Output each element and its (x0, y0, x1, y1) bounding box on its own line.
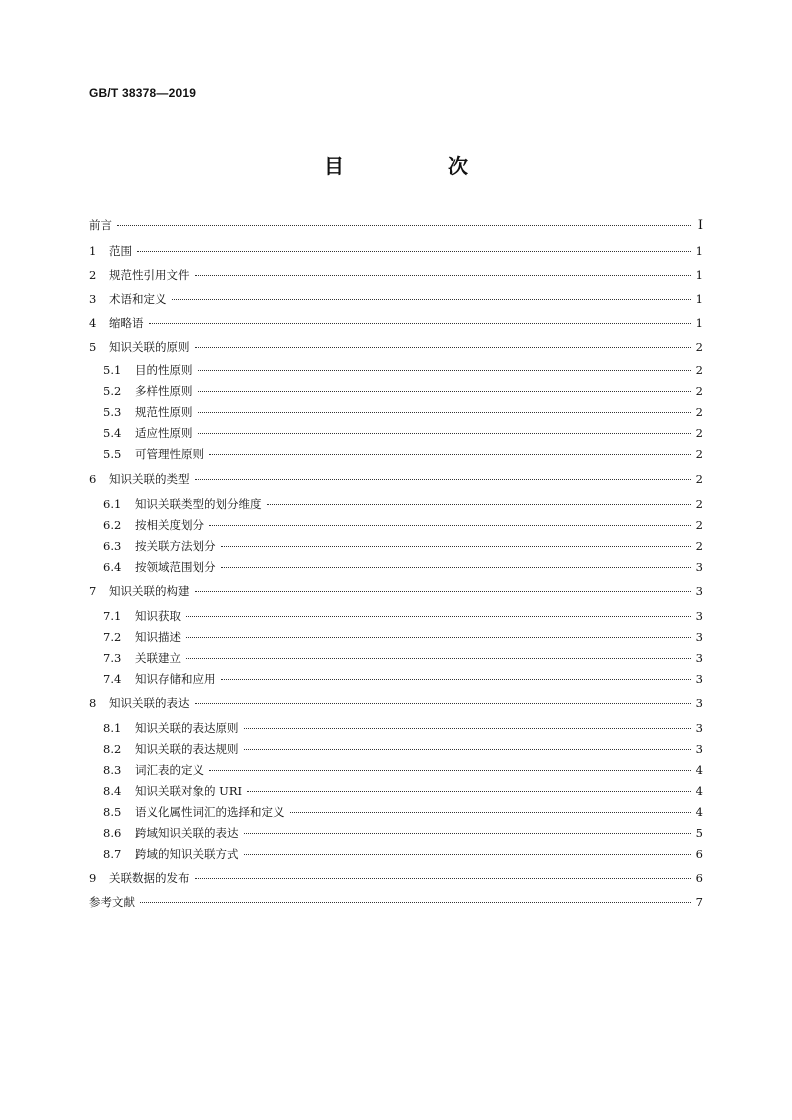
toc-entry[interactable] (89, 893, 703, 911)
dot-leader (244, 749, 691, 750)
toc-entry-label: 知识关联对象的 URI (135, 784, 243, 798)
toc-entry-label: 目的性原则 (135, 363, 193, 377)
toc-entry[interactable] (89, 338, 703, 356)
toc-entry-label: 知识关联的表达原则 (135, 721, 239, 735)
toc-entry-page-number: 3 (695, 672, 703, 686)
dot-leader (195, 347, 691, 348)
toc-entry[interactable] (103, 649, 703, 667)
toc-entry-label: 知识存储和应用 (135, 672, 216, 686)
toc-entry-page-number: 2 (695, 363, 703, 377)
dot-leader (290, 812, 691, 813)
toc-entry-label: 前言 (89, 218, 112, 232)
toc-entry-page-number: 3 (695, 630, 703, 644)
toc-entry[interactable] (89, 266, 703, 284)
toc-entry-page-number: 3 (695, 560, 703, 574)
toc-entry-label: 按领域范围划分 (135, 560, 216, 574)
toc-entry-number: 7.4 (103, 672, 122, 686)
toc-entry-label: 术语和定义 (109, 292, 167, 306)
toc-entry[interactable] (89, 694, 703, 712)
dot-leader (244, 728, 691, 729)
toc-entry-label: 知识关联类型的划分维度 (135, 497, 262, 511)
toc-entry-number: 6 (89, 472, 97, 486)
toc-entry[interactable] (103, 361, 703, 379)
standard-code: GB/T 38378—2019 (89, 86, 197, 100)
dot-leader (117, 225, 691, 226)
toc-entry-label: 多样性原则 (135, 384, 193, 398)
toc-entry-label: 按关联方法划分 (135, 539, 216, 553)
dot-leader (221, 567, 691, 568)
toc-entry-page-number: 6 (695, 847, 703, 861)
toc-entry-label: 关联数据的发布 (109, 871, 190, 885)
toc-entry-page-number: 2 (695, 447, 703, 461)
dot-leader (209, 770, 691, 771)
toc-entry-number: 6.1 (103, 497, 122, 511)
dot-leader (140, 902, 691, 903)
toc-entry[interactable] (103, 803, 703, 821)
toc-entry-label: 知识关联的类型 (109, 472, 190, 486)
dot-leader (195, 591, 691, 592)
toc-entry-number: 5.1 (103, 363, 122, 377)
toc-entry[interactable] (103, 516, 703, 534)
toc-entry-number: 1 (89, 244, 97, 258)
toc-entry-label: 适应性原则 (135, 426, 193, 440)
toc-entry[interactable] (103, 845, 703, 863)
toc-entry[interactable] (89, 470, 703, 488)
toc-entry[interactable] (103, 403, 703, 421)
dot-leader (267, 504, 691, 505)
toc-entry[interactable] (103, 670, 703, 688)
toc-entry-page-number: 2 (695, 384, 703, 398)
toc-entry-page-number: 3 (695, 696, 703, 710)
dot-leader (149, 323, 691, 324)
dot-leader (209, 454, 691, 455)
toc-entry-label: 知识关联的表达 (109, 696, 190, 710)
toc-entry-label: 知识描述 (135, 630, 181, 644)
toc-entry-page-number: 1 (695, 316, 703, 330)
dot-leader (186, 616, 691, 617)
toc-entry-label: 语义化属性词汇的选择和定义 (135, 805, 285, 819)
toc-entry[interactable] (103, 382, 703, 400)
dot-leader (195, 275, 691, 276)
toc-entry[interactable] (103, 719, 703, 737)
toc-entry-number: 5 (89, 340, 97, 354)
toc-entry[interactable] (89, 242, 703, 260)
toc-entry-number: 8.7 (103, 847, 122, 861)
toc-entry-page-number: 2 (695, 518, 703, 532)
dot-leader (195, 479, 691, 480)
toc-entry-number: 7.2 (103, 630, 122, 644)
dot-leader (198, 433, 691, 434)
toc-entry-page-number: 2 (695, 426, 703, 440)
toc-entry-number: 8.4 (103, 784, 122, 798)
dot-leader (209, 525, 691, 526)
toc-entry-number: 6.3 (103, 539, 122, 553)
toc-entry[interactable] (103, 558, 703, 576)
toc-entry-page-number: 3 (695, 742, 703, 756)
toc-entry-page-number: 3 (695, 609, 703, 623)
toc-entry-label: 词汇表的定义 (135, 763, 204, 777)
toc-entry-number: 3 (89, 292, 97, 306)
toc-entry[interactable] (103, 607, 703, 625)
dot-leader (186, 637, 691, 638)
toc-entry-page-number: 4 (695, 805, 703, 819)
dot-leader (244, 854, 691, 855)
toc-entry-label: 规范性原则 (135, 405, 193, 419)
toc-entry-page-number: 1 (695, 244, 703, 258)
toc-entry-page-number: 2 (695, 497, 703, 511)
page-title: 目 次 (324, 154, 510, 178)
toc-entry-page-number: 2 (695, 472, 703, 486)
toc-entry-number: 8.6 (103, 826, 122, 840)
toc-entry-label: 缩略语 (109, 316, 144, 330)
toc-entry-page-number: 7 (695, 895, 703, 909)
toc-entry-number: 7.1 (103, 609, 122, 623)
toc-entry-number: 8.1 (103, 721, 122, 735)
toc-entry[interactable] (103, 782, 703, 800)
toc-entry[interactable] (103, 761, 703, 779)
toc-entry[interactable] (89, 216, 703, 234)
toc-entry-number: 7 (89, 584, 97, 598)
toc-entry[interactable] (103, 824, 703, 842)
toc-entry[interactable] (103, 628, 703, 646)
toc-entry-page-number: 4 (695, 784, 703, 798)
toc-entry-number: 5.5 (103, 447, 122, 461)
toc-entry-number: 8.2 (103, 742, 122, 756)
toc-entry-label: 关联建立 (135, 651, 181, 665)
toc-entry[interactable] (103, 537, 703, 555)
toc-entry-label: 跨域知识关联的表达 (135, 826, 239, 840)
toc-entry-number: 7.3 (103, 651, 122, 665)
toc-entry-page-number: Ⅰ (697, 218, 703, 233)
toc-entry[interactable] (103, 445, 703, 463)
toc-entry-label: 范围 (109, 244, 132, 258)
toc-entry-label: 知识关联的原则 (109, 340, 190, 354)
toc-entry-page-number: 3 (695, 651, 703, 665)
toc-entry[interactable] (103, 495, 703, 513)
toc-entry-page-number: 2 (695, 405, 703, 419)
toc-entry-number: 8.5 (103, 805, 122, 819)
dot-leader (195, 878, 691, 879)
toc-entry-number: 8 (89, 696, 97, 710)
toc-entry[interactable] (89, 582, 703, 600)
toc-entry-page-number: 4 (695, 763, 703, 777)
dot-leader (198, 412, 691, 413)
toc-entry-page-number: 3 (695, 584, 703, 598)
toc-entry-label: 知识关联的表达规则 (135, 742, 239, 756)
toc-entry-number: 2 (89, 268, 97, 282)
toc-entry-page-number: 2 (695, 539, 703, 553)
toc-entry-page-number: 5 (695, 826, 703, 840)
toc-entry-page-number: 1 (695, 292, 703, 306)
toc-entry-number: 9 (89, 871, 97, 885)
toc-entry-number: 6.2 (103, 518, 122, 532)
toc-entry-label: 按相关度划分 (135, 518, 204, 532)
toc-entry[interactable] (89, 869, 703, 887)
dot-leader (195, 703, 691, 704)
toc-entry-label: 可管理性原则 (135, 447, 204, 461)
dot-leader (244, 833, 691, 834)
toc-entry-number: 6.4 (103, 560, 122, 574)
dot-leader (198, 370, 691, 371)
dot-leader (137, 251, 691, 252)
toc-entry-number: 5.3 (103, 405, 122, 419)
toc-entry[interactable] (89, 314, 703, 332)
toc-entry-number: 8.3 (103, 763, 122, 777)
dot-leader (172, 299, 691, 300)
toc-entry-label: 规范性引用文件 (109, 268, 190, 282)
toc-entry[interactable] (89, 290, 703, 308)
toc-entry-label: 知识关联的构建 (109, 584, 190, 598)
toc-entry-number: 5.2 (103, 384, 122, 398)
toc-entry-number: 5.4 (103, 426, 122, 440)
toc-entry-page-number: 3 (695, 721, 703, 735)
toc-entry[interactable] (103, 740, 703, 758)
toc-entry-label: 跨域的知识关联方式 (135, 847, 239, 861)
dot-leader (221, 679, 691, 680)
dot-leader (186, 658, 691, 659)
dot-leader (198, 391, 691, 392)
toc-entry-number: 4 (89, 316, 97, 330)
toc-entry-label: 参考文献 (89, 895, 135, 909)
toc-entry-page-number: 1 (695, 268, 703, 282)
toc-entry-label: 知识获取 (135, 609, 181, 623)
dot-leader (221, 546, 691, 547)
toc-entry[interactable] (103, 424, 703, 442)
toc-entry-page-number: 6 (695, 871, 703, 885)
toc-entry-page-number: 2 (695, 340, 703, 354)
dot-leader (247, 791, 691, 792)
